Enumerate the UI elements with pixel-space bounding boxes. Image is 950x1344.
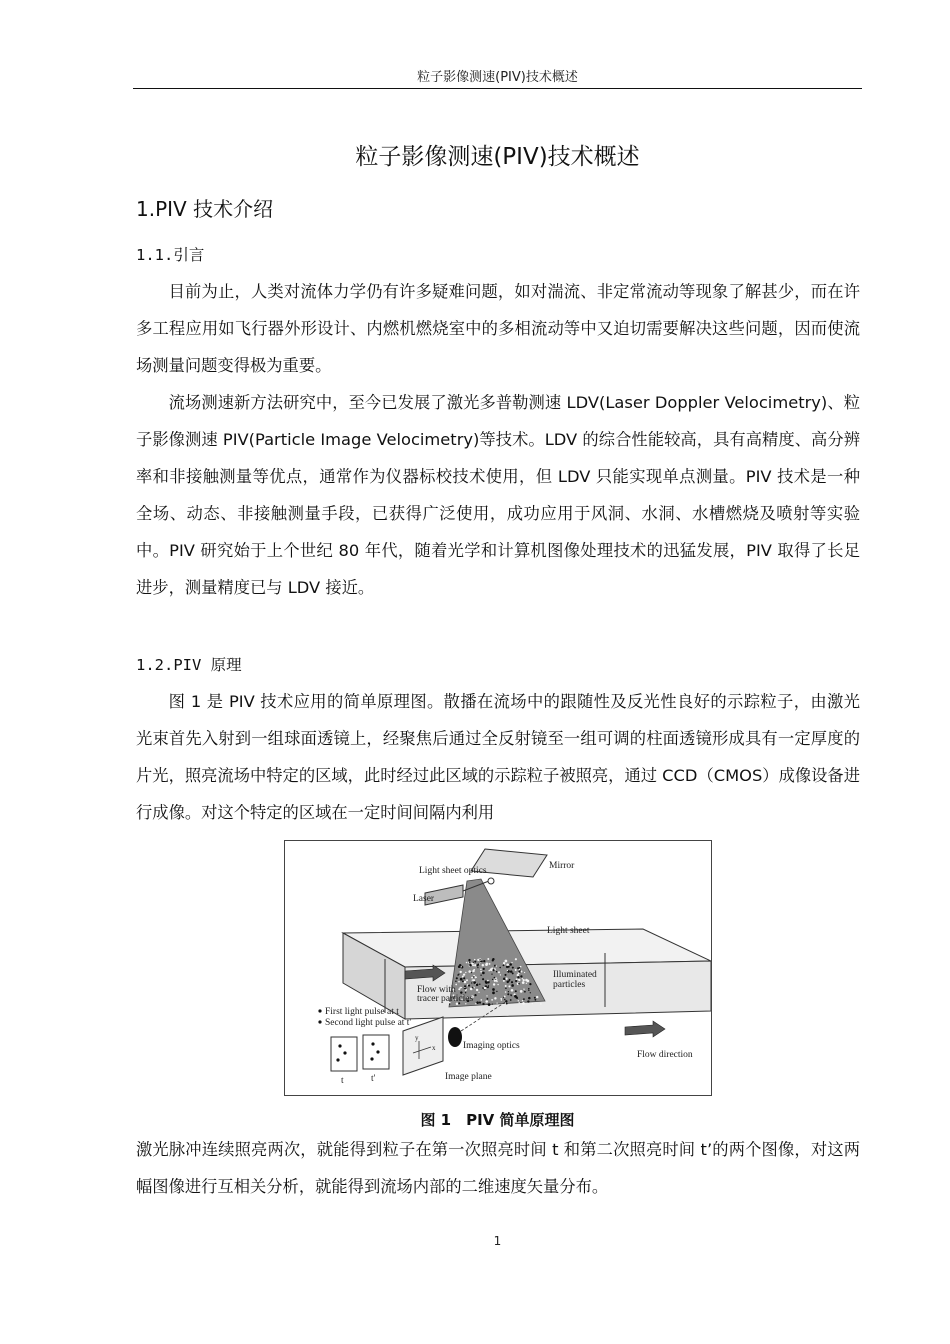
speckle-dot	[515, 980, 517, 982]
speckle-dot	[463, 973, 465, 975]
label-y-axis: y	[415, 1034, 419, 1042]
speckle-dot	[511, 995, 512, 996]
speckle-dot	[494, 997, 496, 999]
label-first-pulse: First light pulse at t	[325, 1007, 399, 1017]
speckle-dot	[474, 994, 476, 996]
label-light-sheet: Light sheet	[547, 926, 590, 936]
speckle-dot	[517, 976, 519, 978]
speckle-dot	[480, 975, 481, 976]
particle-dot	[343, 1051, 346, 1054]
speckle-dot	[491, 973, 492, 974]
speckle-dot	[461, 966, 462, 967]
speckle-dot	[523, 988, 525, 990]
channel-top-face	[343, 929, 711, 967]
speckle-dot	[528, 997, 531, 1000]
speckle-dot	[480, 969, 482, 971]
speckle-dot	[503, 964, 505, 966]
speckle-dot	[508, 985, 510, 987]
speckle-dot	[496, 991, 497, 992]
speckle-dot	[479, 1001, 481, 1003]
speckle-dot	[536, 996, 538, 998]
label-light-sheet-optics: Light sheet optics	[419, 866, 487, 876]
speckle-dot	[530, 992, 531, 993]
label-imaging-optics: Imaging optics	[463, 1041, 520, 1051]
speckle-dot	[504, 974, 506, 976]
speckle-dot	[505, 988, 507, 990]
speckle-dot	[518, 1000, 519, 1001]
speckle-dot	[468, 959, 470, 961]
particle-dot	[370, 1057, 373, 1060]
speckle-dot	[515, 990, 517, 992]
speckle-dot	[522, 981, 525, 984]
label-laser: Laser	[413, 894, 435, 904]
speckle-dot	[522, 1000, 523, 1001]
speckle-dot	[507, 970, 508, 971]
speckle-dot	[503, 980, 505, 982]
speckle-dot	[496, 971, 497, 972]
speckle-dot	[487, 986, 489, 988]
speckle-dot	[497, 984, 498, 985]
speckle-dot	[466, 979, 468, 981]
figure-1-caption: 图 1 PIV 简单原理图	[420, 1111, 575, 1129]
label-illuminated: Illuminated	[553, 970, 597, 980]
speckle-dot	[462, 980, 464, 982]
speckle-dot	[468, 984, 470, 986]
speckle-dot	[488, 1003, 491, 1006]
speckle-dot	[524, 972, 525, 973]
speckle-dot	[519, 1002, 520, 1003]
speckle-dot	[528, 988, 529, 989]
page-number: 1	[493, 1234, 502, 1248]
speckle-dot	[505, 985, 507, 987]
speckle-dot	[471, 972, 472, 973]
speckle-dot	[518, 971, 520, 973]
speckle-dot	[518, 983, 520, 985]
speckle-dot	[462, 975, 464, 977]
speckle-dot	[505, 977, 507, 979]
speckle-dot	[484, 987, 487, 990]
speckle-dot	[487, 958, 489, 960]
speckle-dot	[494, 980, 496, 982]
speckle-dot	[526, 983, 527, 984]
speckle-dot	[510, 970, 513, 973]
speckle-dot	[466, 962, 468, 964]
speckle-dot	[469, 964, 471, 966]
speckle-dot	[529, 983, 531, 985]
speckle-dot	[476, 964, 478, 966]
speckle-dot	[491, 999, 493, 1001]
speckle-dot	[540, 1003, 542, 1005]
speckle-dot	[483, 968, 485, 970]
speckle-dot	[476, 984, 479, 987]
speckle-dot	[472, 962, 473, 963]
light-sheet-optics-lens	[488, 878, 494, 884]
speckle-dot	[517, 967, 519, 969]
speckle-dot	[473, 975, 475, 977]
legend-bullet-second	[318, 1020, 321, 1023]
speckle-dot	[492, 969, 494, 971]
document-title: 粒子影像测速(PIV)技术概述	[355, 144, 640, 170]
speckle-dot	[482, 964, 484, 966]
speckle-dot	[500, 974, 501, 975]
speckle-dot	[512, 967, 514, 969]
speckle-dot	[500, 998, 502, 1000]
speckle-dot	[464, 987, 465, 988]
piv-schematic	[285, 841, 711, 1095]
speckle-dot	[487, 980, 489, 982]
speckle-dot	[527, 980, 530, 983]
speckle-dot	[456, 977, 458, 979]
speckle-dot	[469, 962, 470, 963]
speckle-dot	[515, 969, 517, 971]
speckle-dot	[516, 978, 518, 980]
speckle-dot	[524, 991, 526, 993]
speckle-dot	[514, 995, 517, 998]
paragraph-principle-2: 激光脉冲连续照亮两次，就能得到粒子在第一次照亮时间 t 和第二次照亮时间 t’的两个图像，对这两幅图像进行互相关分析，就能得到流场内部的二维速度矢量分布。	[136, 1140, 860, 1196]
speckle-dot	[471, 982, 472, 983]
label-x-axis: x	[432, 1044, 436, 1052]
speckle-dot	[476, 989, 478, 991]
speckle-dot	[468, 970, 471, 973]
speckle-dot	[506, 963, 509, 966]
speckle-dot	[460, 978, 461, 979]
speckle-dot	[506, 966, 508, 968]
speckle-dot	[474, 976, 476, 978]
speckle-dot	[486, 995, 487, 996]
label-t: t	[341, 1076, 344, 1086]
speckle-dot	[482, 972, 485, 975]
label-t-prime: t'	[371, 1074, 376, 1084]
flow-arrow-outlet	[625, 1021, 665, 1037]
speckle-dot	[474, 961, 476, 963]
speckle-dot	[511, 984, 514, 987]
header-rule	[133, 88, 862, 89]
speckle-dot	[459, 964, 461, 966]
speckle-dot	[492, 988, 495, 991]
speckle-dot	[473, 969, 475, 971]
speckle-dot	[517, 974, 519, 976]
particle-dot	[371, 1042, 374, 1045]
speckle-dot	[455, 980, 456, 981]
speckle-dot	[475, 1003, 476, 1004]
speckle-dot	[461, 987, 462, 988]
speckle-dot	[511, 989, 514, 992]
speckle-dot	[503, 997, 504, 998]
speckle-dot	[518, 979, 520, 981]
frame-t-prime	[363, 1035, 389, 1069]
speckle-dot	[521, 971, 523, 973]
speckle-dot	[479, 983, 480, 984]
speckle-dot	[483, 960, 485, 962]
speckle-dot	[499, 967, 501, 969]
speckle-dot	[492, 979, 493, 980]
speckle-dot	[515, 958, 517, 960]
speckle-dot	[485, 981, 487, 983]
label-flow-with: Flow with	[417, 985, 456, 995]
speckle-dot	[504, 999, 505, 1000]
speckle-dot	[478, 992, 479, 993]
speckle-dot	[479, 959, 480, 960]
speckle-dot	[523, 998, 525, 1000]
label-particles: particles	[553, 980, 586, 990]
speckle-dot	[522, 1002, 525, 1005]
section-heading-1: 1.PIV 技术介绍	[136, 197, 274, 221]
speckle-dot	[481, 999, 483, 1001]
speckle-dot	[482, 1003, 484, 1005]
paragraph-intro-1: 目前为止，人类对流体力学仍有许多疑难问题，如对湍流、非定常流动等现象了解甚少，而在许多工程应用如飞行器外形设计、内燃机燃烧室中的多相流动等中又迫切需要解决这些问题，因而使流场测量问题变得极为重要。	[136, 282, 860, 375]
speckle-dot	[472, 979, 474, 981]
speckle-dot	[532, 1003, 534, 1005]
speckle-dot	[510, 999, 512, 1001]
speckle-dot	[492, 992, 495, 995]
subsection-heading-1-2: 1.2.PIV 原理	[136, 656, 242, 674]
speckle-dot	[474, 959, 475, 960]
speckle-dot	[477, 967, 478, 968]
speckle-dot	[457, 974, 459, 976]
label-image-plane: Image plane	[445, 1072, 492, 1082]
speckle-dot	[458, 981, 460, 983]
speckle-dot	[496, 965, 497, 966]
paragraph-intro-2: 流场测速新方法研究中，至今已发展了激光多普勒测速 LDV(Laser Doppler Velocimetry)、粒子影像测速 PIV(Particle Image Velocimetry)等技术。LDV 的综合性能较高，具有高精度、高分辨率和非接触测量等优点，通常作为仪器标校技术使用，但 LDV 只能实现单点测量。PIV 技术是一种全场、动态、非接触测量手段，已获得广泛使用，成功应用于风洞、水洞、水槽燃烧及喷射等实验中。PIV 研究始于上个世纪 80 年代，随着光学和计算机图像处理技术的迅猛发展，PIV 取得了长足进步，测量精度已与 LDV 接近。	[136, 393, 860, 597]
speckle-dot	[501, 999, 502, 1000]
particle-dot	[376, 1050, 379, 1053]
speckle-dot	[528, 989, 530, 991]
label-flow-direction: Flow direction	[637, 1050, 693, 1060]
paragraph-principle-1: 图 1 是 PIV 技术应用的简单原理图。散播在流场中的跟随性及反光性良好的示踪粒子，由激光光束首先入射到一组球面透镜上，经聚焦后通过全反射镜至一组可调的柱面透镜形成具有一定厚度的片光，照亮流场中特定的区域，此时经过此区域的示踪粒子被照亮，通过 CCD（CMOS）成像设备进行成像。对这个特定的区域在一定时间间隔内利用	[136, 692, 860, 822]
speckle-dot	[463, 977, 465, 979]
speckle-dot	[473, 981, 476, 984]
speckle-dot	[489, 963, 491, 965]
label-tracer-particles: tracer particles	[417, 994, 474, 1004]
imaging-optics-lens	[448, 1027, 462, 1047]
speckle-dot	[459, 971, 461, 973]
speckle-dot	[480, 971, 482, 973]
speckle-dot	[503, 962, 505, 964]
speckle-dot	[520, 990, 523, 993]
speckle-dot	[465, 972, 466, 973]
speckle-dot	[505, 991, 507, 993]
figure-1-piv-diagram	[284, 840, 712, 1096]
speckle-dot	[534, 999, 536, 1001]
speckle-dot	[492, 958, 494, 960]
speckle-dot	[471, 977, 473, 979]
speckle-dot	[486, 998, 488, 1000]
speckle-dot	[494, 977, 496, 979]
speckle-dot	[470, 988, 473, 991]
speckle-dot	[507, 993, 509, 995]
label-second-pulse: Second light pulse at t'	[325, 1018, 412, 1028]
running-header: 粒子影像测速(PIV)技术概述	[417, 70, 578, 85]
speckle-dot	[464, 981, 467, 984]
particle-dot	[336, 1058, 339, 1061]
legend-bullet-first	[318, 1009, 321, 1012]
label-mirror: Mirror	[549, 861, 575, 871]
speckle-dot	[474, 964, 476, 966]
speckle-dot	[482, 987, 484, 989]
speckle-dot	[498, 971, 500, 973]
speckle-dot	[493, 983, 495, 985]
speckle-dot	[509, 963, 512, 966]
speckle-dot	[482, 978, 484, 980]
speckle-dot	[511, 962, 512, 963]
subsection-heading-1-1: 1.1.引言	[136, 246, 205, 264]
speckle-dot	[527, 1000, 529, 1002]
speckle-dot	[485, 1000, 488, 1003]
speckle-dot	[534, 997, 536, 999]
speckle-dot	[505, 960, 508, 963]
speckle-dot	[492, 1003, 493, 1004]
speckle-dot	[523, 979, 525, 981]
speckle-dot	[476, 1001, 479, 1004]
speckle-dot	[508, 991, 509, 992]
speckle-dot	[496, 1002, 497, 1003]
speckle-dot	[506, 1003, 508, 1005]
particle-dot	[338, 1044, 341, 1047]
speckle-dot	[508, 980, 510, 982]
speckle-dot	[511, 981, 513, 983]
speckle-dot	[520, 975, 522, 977]
speckle-dot	[490, 968, 493, 971]
speckle-dot	[486, 962, 488, 964]
speckle-dot	[512, 972, 514, 974]
